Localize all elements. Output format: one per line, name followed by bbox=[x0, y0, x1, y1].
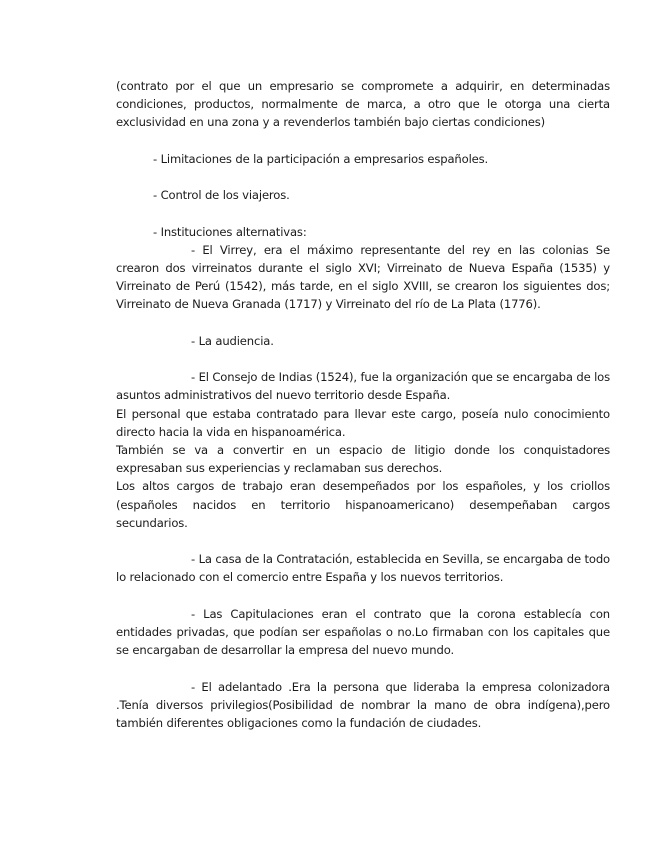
paragraph-capitulaciones: - Las Capitulaciones eran el contrato que la corona establecía con entidades privadas, que podían ser españolas o no.Lo firmaban con los capitales que se encargaban de desarrollar la empresa del nuevo mundo. bbox=[116, 606, 610, 658]
bullet-audiencia: - La audiencia. bbox=[191, 333, 274, 348]
spacer bbox=[116, 587, 610, 605]
spacer bbox=[116, 168, 610, 186]
bullet-limitaciones: - Limitaciones de la participación a empresarios españoles. bbox=[153, 151, 489, 166]
spacer bbox=[116, 659, 610, 677]
paragraph-consejo: - El Consejo de Indias (1524), fue la organización que se encargaba de los asuntos administrativos del nuevo territorio desde España. bbox=[116, 370, 610, 403]
spacer bbox=[116, 314, 610, 332]
spacer bbox=[116, 204, 610, 222]
spacer bbox=[116, 132, 610, 150]
paragraph-contrato: (contrato por el que un empresario se compromete a adquirir, en determinadas condiciones, productos, normalmente de marca, a otro que le otorga una cierta exclusividad en una zona y a revenderlos también bajo ciertas condiciones) bbox=[116, 79, 610, 130]
spacer bbox=[116, 532, 610, 550]
document-body bbox=[116, 77, 610, 732]
paragraph-adelantado: - El adelantado .Era la persona que lideraba la empresa colonizadora .Tenía diversos privilegios(Posibilidad de nombrar la mano de obra indígena),pero también diferentes obligaciones como la fundación de ciudades. bbox=[116, 679, 610, 730]
paragraph-virrey: - El Virrey, era el máximo representante del rey en las colonias Se crearon dos virreinatos durante el siglo XVI; Virreinato de Nueva España (1535) y Virreinato de Perú (1542), más tarde, en el siglo XVIII, se crearon los siguientes dos; Virreinato de Nueva Granada (1717) y Virreinato del río de La Plata (1776). bbox=[116, 242, 610, 312]
paragraph-personal: El personal que estaba contratado para llevar este cargo, poseía nulo conocimiento directo hacia la vida en hispanoamérica. bbox=[116, 406, 610, 439]
bullet-control: - Control de los viajeros. bbox=[153, 188, 290, 203]
spacer bbox=[116, 350, 610, 368]
paragraph-cargos: Los altos cargos de trabajo eran desempeñados por los españoles, y los criollos (españoles nacidos en territorio hispanoamericano) desempeñaban cargos secundarios. bbox=[116, 479, 610, 530]
paragraph-casa: - La casa de la Contratación, establecida en Sevilla, se encargaba de todo lo relacionado con el comercio entre España y los nuevos territorios. bbox=[116, 552, 610, 585]
paragraph-litigio: También se va a convertir en un espacio de litigio donde los conquistadores expresaban sus experiencias y reclamaban sus derechos. bbox=[116, 442, 610, 476]
bullet-instituciones: - Instituciones alternativas: bbox=[153, 224, 307, 239]
